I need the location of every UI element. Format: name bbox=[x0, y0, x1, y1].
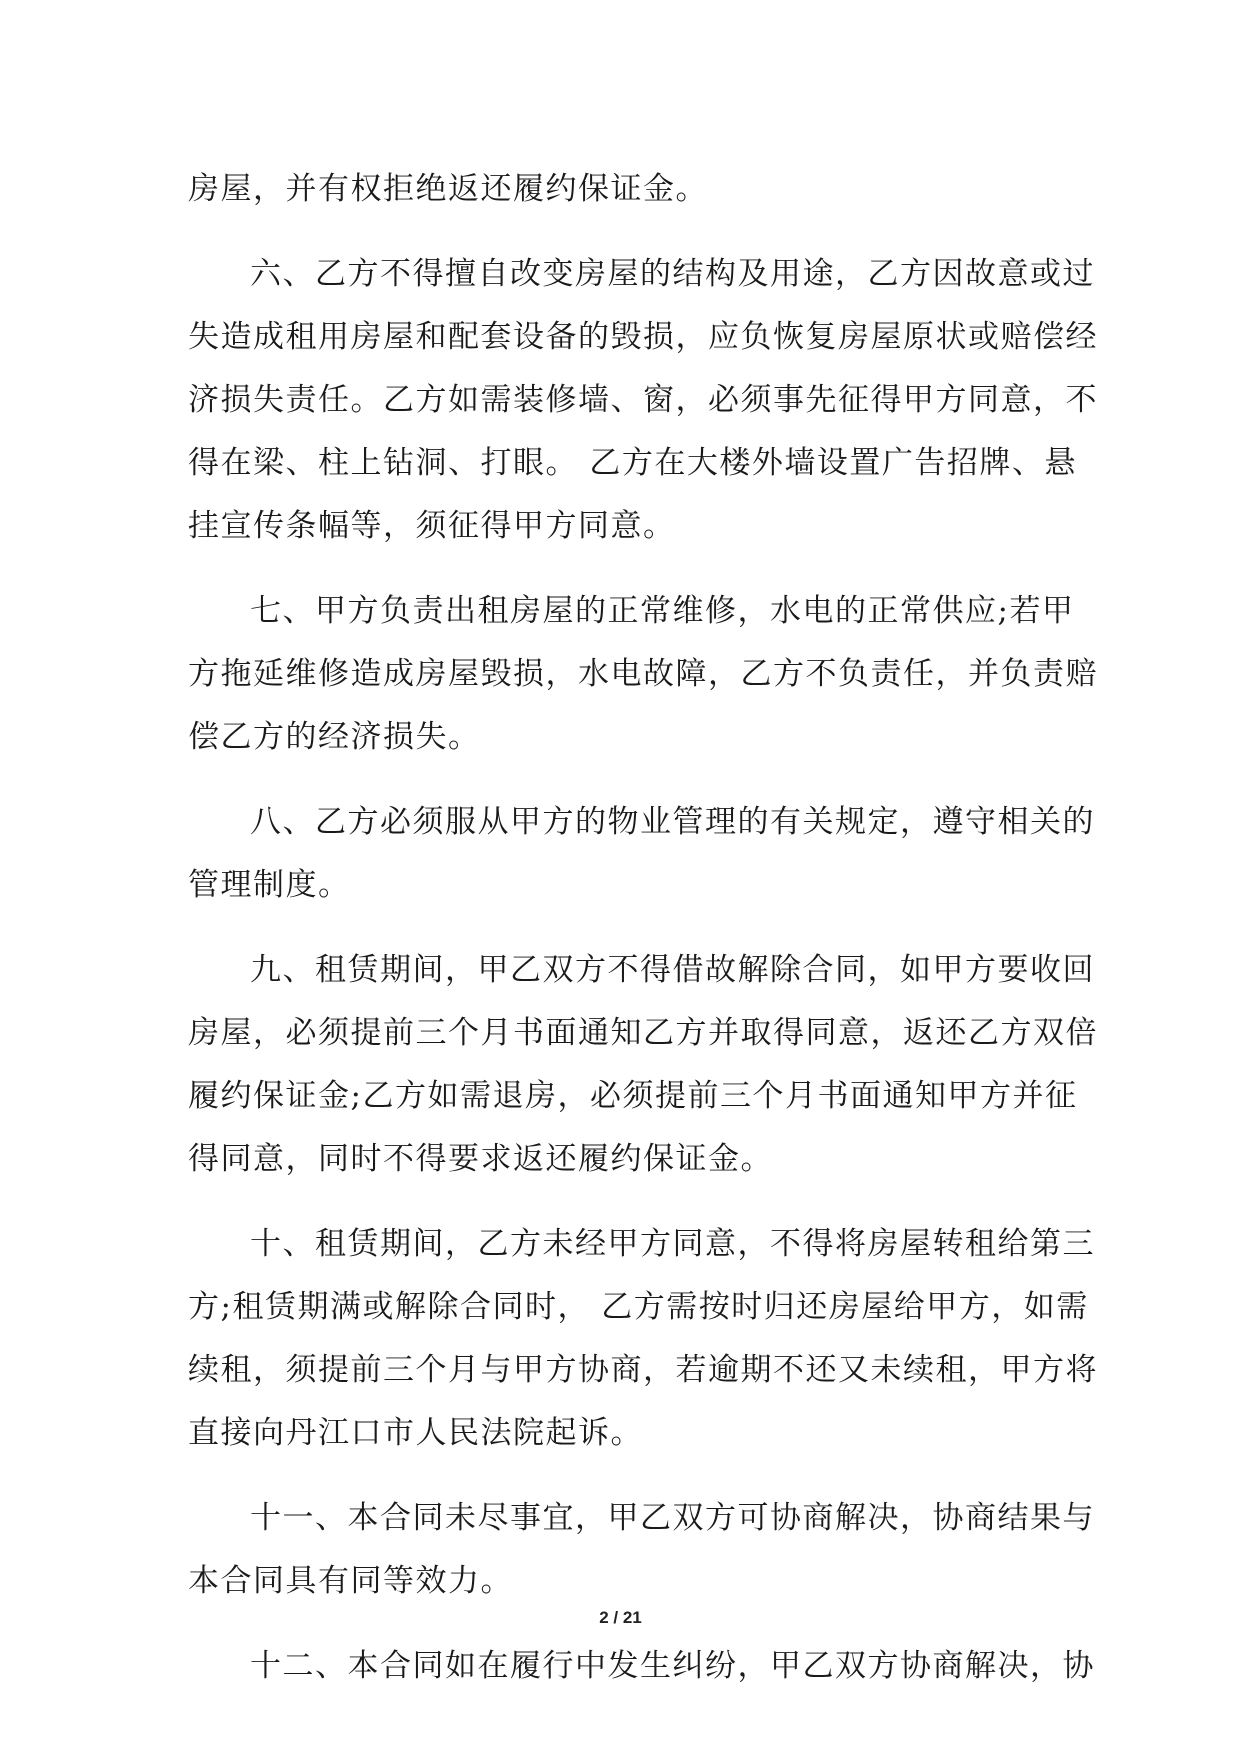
page-number: 2 / 21 bbox=[599, 1608, 642, 1627]
text-line: 失造成租用房屋和配套设备的毁损，应负恢复房屋原状或赔偿经 bbox=[188, 319, 1098, 355]
text-line: 济损失责任。乙方如需装修墙、窗，必须事先征得甲方同意，不 bbox=[188, 382, 1098, 418]
document-body bbox=[188, 158, 1098, 1720]
text-line: 房屋，必须提前三个月书面通知乙方并取得同意，返还乙方双倍 bbox=[188, 1015, 1098, 1051]
paragraph bbox=[188, 243, 1098, 558]
text-line: 偿乙方的经济损失。 bbox=[188, 719, 481, 755]
paragraph bbox=[188, 1213, 1098, 1465]
text-line: 得在梁、柱上钻洞、打眼。 乙方在大楼外墙设置广告招牌、悬 bbox=[188, 445, 1077, 481]
text-line: 七、甲方负责出租房屋的正常维修，水电的正常供应;若甲 bbox=[250, 593, 1075, 629]
text-line: 六、乙方不得擅自改变房屋的结构及用途，乙方因故意或过 bbox=[250, 256, 1095, 292]
text-line: 直接向丹江口市人民法院起诉。 bbox=[188, 1415, 643, 1451]
paragraph bbox=[188, 158, 1060, 221]
text-line: 得同意，同时不得要求返还履约保证金。 bbox=[188, 1141, 773, 1177]
text-line: 挂宣传条幅等，须征得甲方同意。 bbox=[188, 508, 676, 544]
text-line: 八、乙方必须服从甲方的物业管理的有关规定，遵守相关的 bbox=[250, 804, 1095, 840]
text-line: 十一、本合同未尽事宜，甲乙双方可协商解决，协商结果与 bbox=[250, 1500, 1095, 1536]
text-line: 房屋，并有权拒绝返还履约保证金。 bbox=[188, 171, 708, 207]
text-line: 十二、本合同如在履行中发生纠纷，甲乙双方协商解决，协 bbox=[250, 1648, 1095, 1684]
text-line: 管理制度。 bbox=[188, 867, 351, 903]
text-line: 九、租赁期间，甲乙双方不得借故解除合同，如甲方要收回 bbox=[250, 952, 1095, 988]
text-line: 方拖延维修造成房屋毁损，水电故障，乙方不负责任，并负责赔 bbox=[188, 656, 1098, 692]
text-line: 十、租赁期间，乙方未经甲方同意，不得将房屋转租给第三 bbox=[250, 1226, 1095, 1262]
text-line: 方;租赁期满或解除合同时， 乙方需按时归还房屋给甲方，如需 bbox=[188, 1289, 1089, 1325]
paragraph bbox=[188, 939, 1098, 1191]
paragraph bbox=[188, 1635, 1095, 1698]
paragraph bbox=[188, 580, 1098, 769]
paragraph bbox=[188, 1487, 1095, 1613]
text-line: 续租，须提前三个月与甲方协商，若逾期不还又未续租，甲方将 bbox=[188, 1352, 1098, 1388]
paragraph bbox=[188, 791, 1095, 917]
text-line: 本合同具有同等效力。 bbox=[188, 1563, 513, 1599]
text-line: 履约保证金;乙方如需退房，必须提前三个月书面通知甲方并征 bbox=[188, 1078, 1078, 1114]
